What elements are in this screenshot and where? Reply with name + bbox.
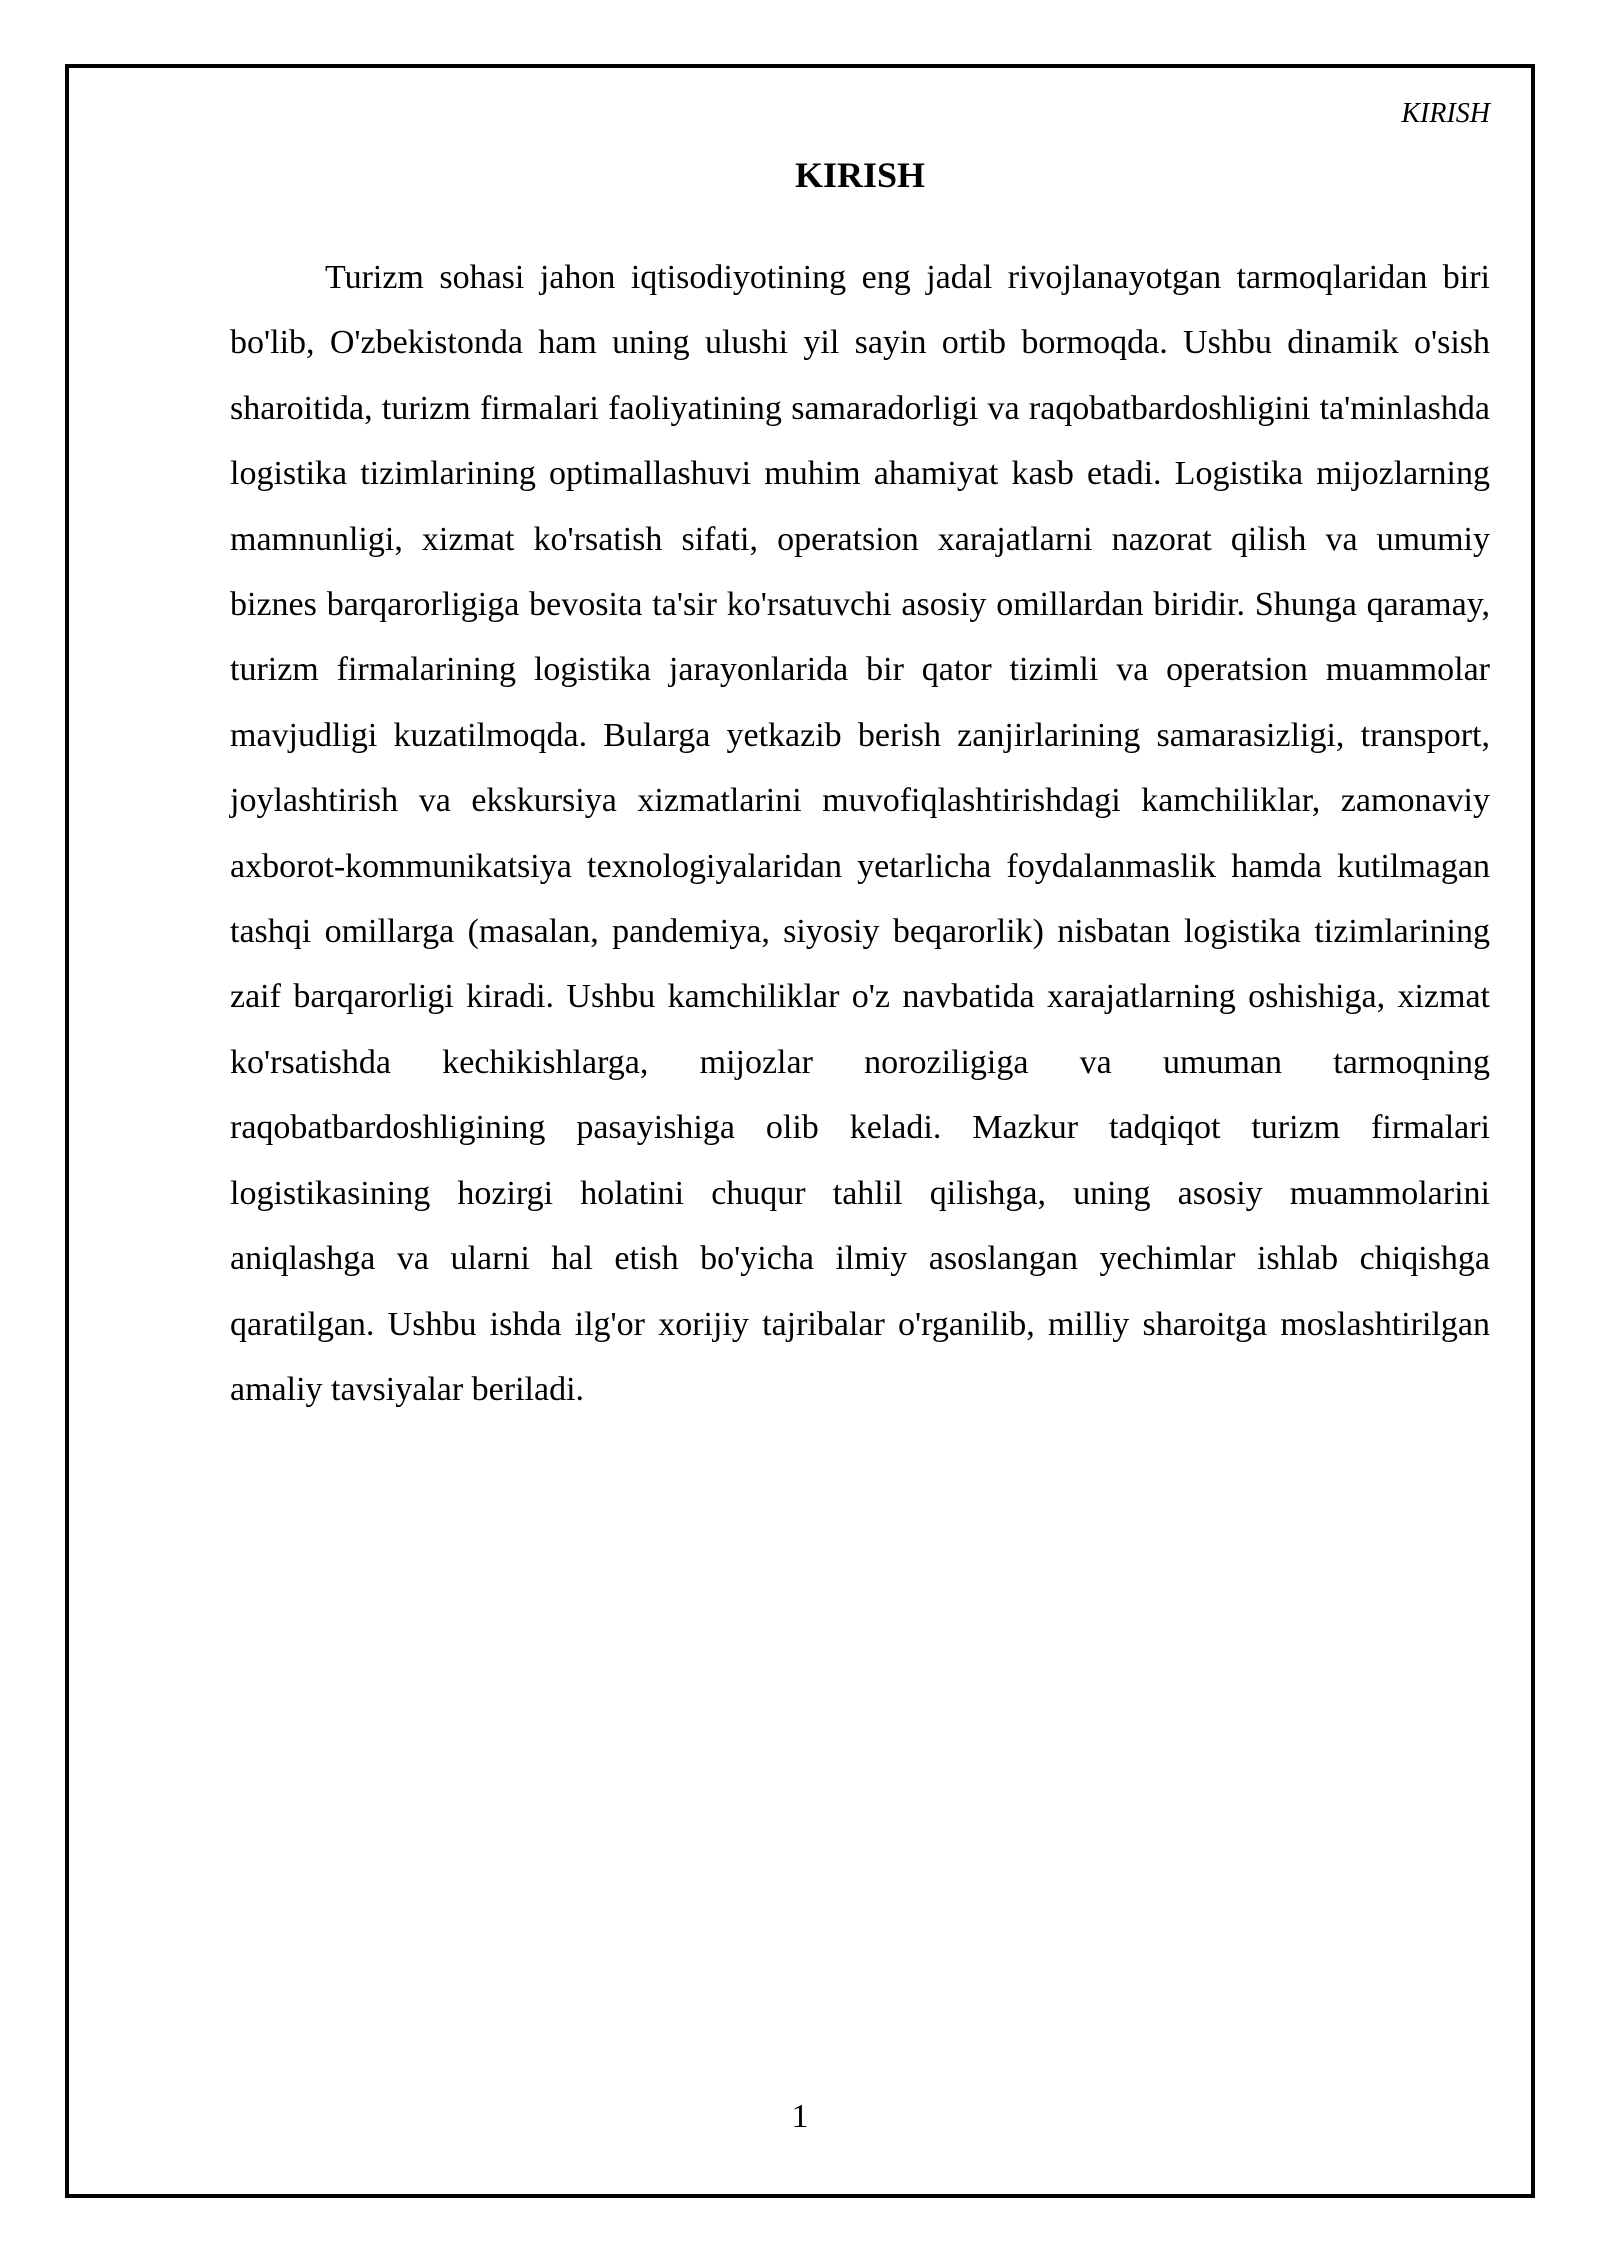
running-header: KIRISH (1401, 98, 1490, 129)
body-paragraph: Turizm sohasi jahon iqtisodiyotining eng jadal rivojlanayotgan tarmoqlaridan biri bo'lib, O'zbekistonda ham uning ulushi yil sayin ortib bormoqda. Ushbu dinamik o'sish sharoitida, turizm firmalari faoliyatining samaradorligi va raqobatbardoshligini ta'minlashda logistika tizimlarining optimallashuvi muhim ahamiyat kasb etadi. Logistika mijozlarning mamnunligi, xizmat ko'rsatish sifati, operatsion xarajatlarni nazorat qilish va umumiy biznes barqarorligiga bevosita ta'sir ko'rsatuvchi asosiy omillardan biridir. Shunga qaramay, turizm firmalarining logistika jarayonlarida bir qator tizimli va operatsion muammolar mavjudligi kuzatilmoqda. Bularga yetkazib berish zanjirlarining samarasizligi, transport, joylashtirish va ekskursiya xizmatlarini muvofiqlashtirishdagi kamchiliklar, zamonaviy axborot-kommunikatsiya texnologiyalaridan yetarlicha foydalanmaslik hamda kutilmagan tashqi omillarga (masalan, pandemiya, siyosiy beqarorlik) nisbatan logistika tizimlarining zaif barqarorligi kiradi. Ushbu kamchiliklar o'z navbatida xarajatlarning oshishiga, xizmat ko'rsatishda kechikishlarga, mijozlar noroziligiga va umuman tarmoqning raqobatbardoshligining pasayishiga olib keladi. Mazkur tadqiqot turizm firmalari logistikasining hozirgi holatini chuqur tahlil qilishga, uning asosiy muammolarini aniqlashga va ularni hal etish bo'yicha ilmiy asoslangan yechimlar ishlab chiqishga qaratilgan. Ushbu ishda ilg'or xorijiy tajribalar o'rganilib, milliy sharoitga moslashtirilgan amaliy tavsiyalar beriladi. (230, 259, 1490, 1408)
page-number: 1 (791, 2098, 809, 2135)
page-title: KIRISH (794, 155, 926, 195)
